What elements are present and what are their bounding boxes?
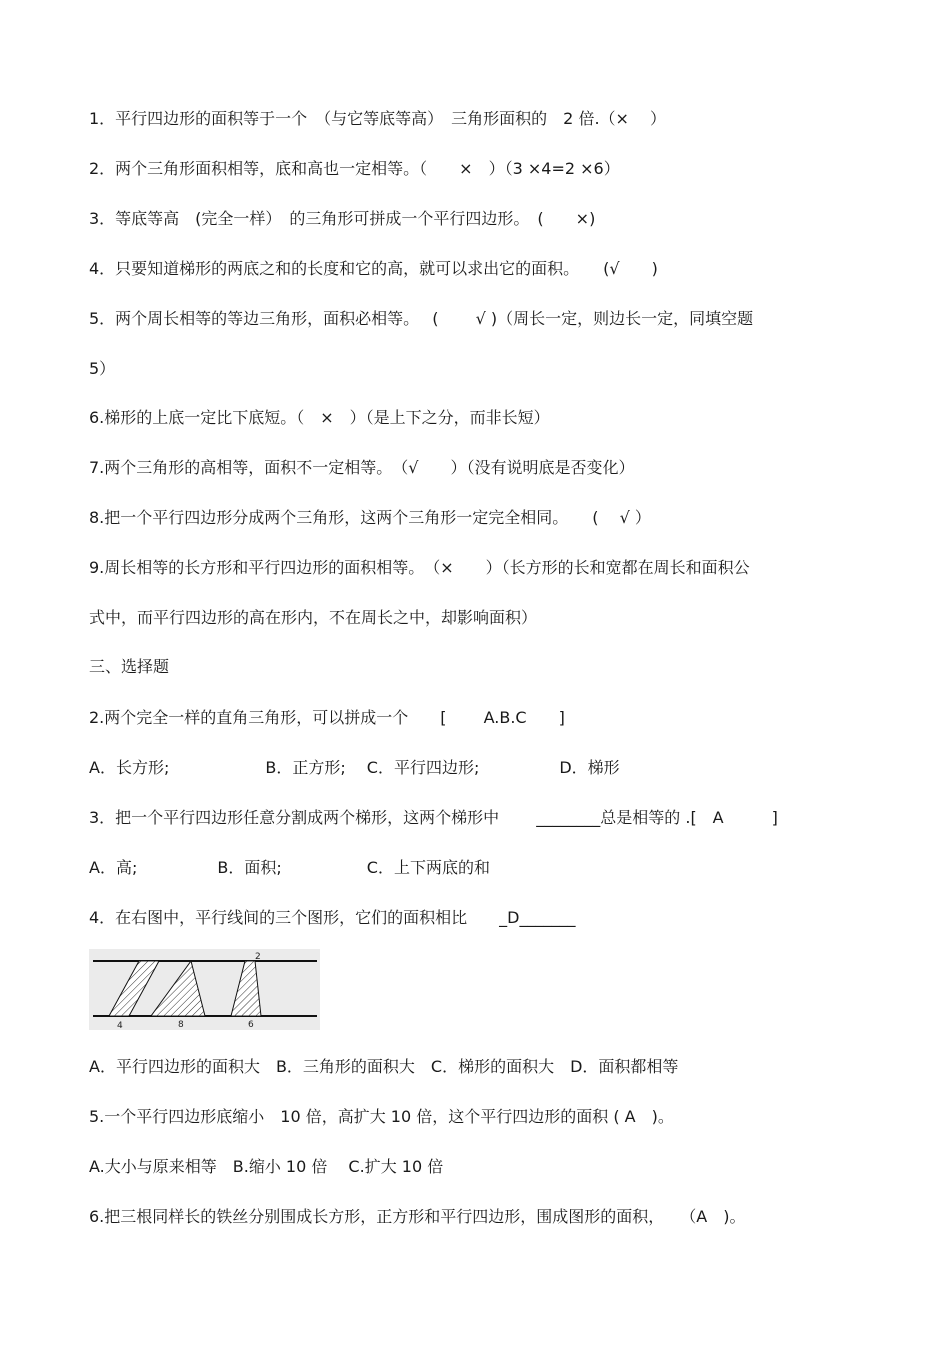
statement-9: 9.周长相等的长方形和平行四边形的面积相等。 （× ）（长方形的长和宽都在周长和面积公 — [89, 558, 750, 577]
statement-2: 2．两个三角形面积相等，底和高也一定相等。（ × ）（3 ×4=2 ×6） — [89, 159, 620, 178]
question-3-options: A．高; B．面积; C．上下两底的和 — [89, 858, 490, 877]
statement-1: 1．平行四边形的面积等于一个 （与它等底等高） 三角形面积的 2 倍.（× ） — [89, 109, 667, 128]
label-top-2: 2 — [255, 952, 261, 962]
statement-9-cont: 式中，而平行四边形的高在形内，不在周长之中，却影响面积） — [89, 608, 538, 627]
statement-5-cont: 5） — [89, 359, 116, 378]
statement-7: 7.两个三角形的高相等，面积不一定相等。 （√ ）（没有说明底是否变化） — [89, 458, 635, 477]
question-2-options: A．长方形; B．正方形; C．平行四边形; D．梯形 — [89, 758, 620, 777]
question-2: 2.两个完全一样的直角三角形，可以拼成一个 [ A.B.C ] — [89, 708, 565, 727]
triangle-shape — [151, 961, 205, 1016]
question-6: 6.把三根同样长的铁丝分别围成长方形，正方形和平行四边形，围成图形的面积， （A )。 — [89, 1207, 746, 1226]
statement-6: 6.梯形的上底一定比下底短。（ × ）（是上下之分，而非长短） — [89, 408, 550, 427]
section-heading: 三、选择题 — [89, 657, 170, 676]
question-3: 3．把一个平行四边形任意分割成两个梯形，这两个梯形中 ________总是相等的 .[ A ] — [89, 808, 778, 827]
question-5: 5.一个平行四边形底缩小 10 倍，高扩大 10 倍，这个平行四边形的面积 ( A )。 — [89, 1107, 674, 1126]
statement-4: 4．只要知道梯形的两底之和的长度和它的高，就可以求出它的面积。 (√ ) — [89, 259, 658, 278]
label-base-4: 4 — [117, 1021, 123, 1030]
parallelogram-shape — [109, 961, 159, 1016]
statement-3: 3．等底等高 (完全一样） 的三角形可拼成一个平行四边形。 ( ×) — [89, 209, 596, 228]
statement-8: 8.把一个平行四边形分成两个三角形，这两个三角形一定完全相同。 ( √ ） — [89, 508, 651, 527]
question-5-options: A.大小与原来相等 B.缩小 10 倍 C.扩大 10 倍 — [89, 1157, 444, 1176]
trapezoid-shape — [231, 961, 261, 1016]
question-4: 4．在右图中，平行线间的三个图形，它们的面积相比 _D_______ — [89, 908, 576, 927]
parallel-lines-figure — [89, 949, 320, 1030]
statement-5: 5．两个周长相等的等边三角形，面积必相等。 ( √ )（周长一定，则边长一定，同填空题 — [89, 309, 754, 328]
label-base-8: 8 — [178, 1020, 184, 1030]
question-4-options: A．平行四边形的面积大 B．三角形的面积大 C．梯形的面积大 D．面积都相等 — [89, 1057, 679, 1076]
label-base-6: 6 — [248, 1020, 254, 1030]
